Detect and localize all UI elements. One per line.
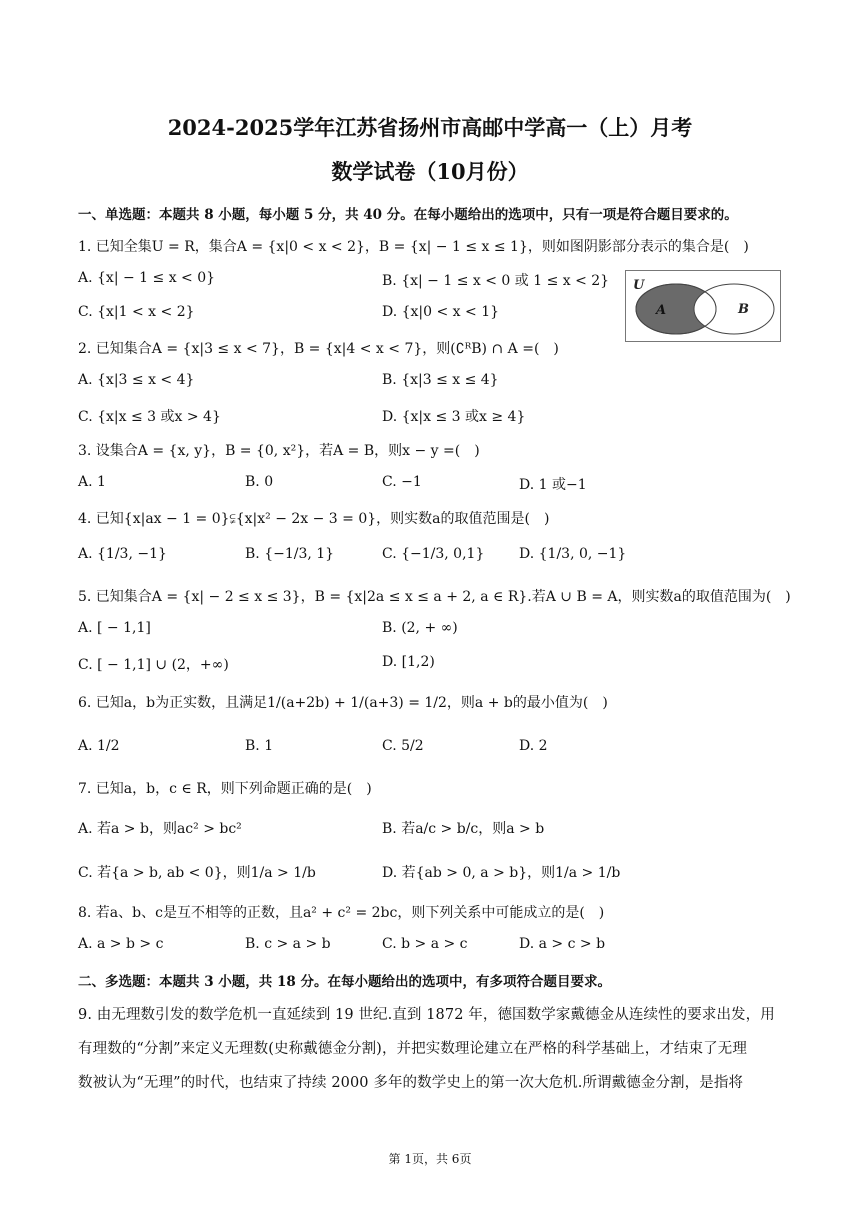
question-5-stem: 5. 已知集合A = {x| − 2 ≤ x ≤ 3}，B = {x|2a ≤ x ≤ a + 2, a ∈ R}.若A ∪ B = A，则实数a的取值范围为( ) xyxy=(78,589,791,605)
question-8-option-c: C. b > a > c xyxy=(382,936,468,952)
question-2-option-d: D. {x|x ≤ 3 或x ≥ 4} xyxy=(382,409,526,425)
question-8-option-b: B. c > a > b xyxy=(245,936,331,952)
question-7-option-a: A. 若a > b，则ac² > bc² xyxy=(78,821,242,837)
question-6-option-b: B. 1 xyxy=(245,738,274,754)
question-7-option-d: D. 若{ab > 0, a > b}，则1/a > 1/b xyxy=(382,865,621,881)
question-1-option-c: C. {x|1 < x < 2} xyxy=(78,304,195,320)
question-1-option-a: A. {x| − 1 ≤ x < 0} xyxy=(78,270,216,286)
question-4-option-a: A. {1/3, −1} xyxy=(78,546,167,562)
question-6-option-c: C. 5/2 xyxy=(382,738,424,754)
question-2-option-c: C. {x|x ≤ 3 或x > 4} xyxy=(78,409,221,425)
question-1-option-d: D. {x|0 < x < 1} xyxy=(382,304,500,320)
question-2-option-a: A. {x|3 ≤ x < 4} xyxy=(78,372,195,388)
page-footer: 第 1页，共 6页 xyxy=(388,1152,472,1166)
question-3-option-d: D. 1 或−1 xyxy=(519,477,587,493)
venn-diagram xyxy=(625,270,781,342)
question-4-stem: 4. 已知{x|ax − 1 = 0}⫋{x|x² − 2x − 3 = 0}，则实数a的取值范围是( ) xyxy=(78,511,550,527)
question-8-option-d: D. a > c > b xyxy=(519,936,606,952)
question-7-stem: 7. 已知a，b，c ∈ R，则下列命题正确的是( ) xyxy=(78,781,372,797)
question-5-option-b: B. (2, + ∞) xyxy=(382,620,458,636)
question-2-option-b: B. {x|3 ≤ x ≤ 4} xyxy=(382,372,499,388)
venn-label-u: U xyxy=(633,278,645,293)
question-4-option-b: B. {−1/3, 1} xyxy=(245,546,335,562)
question-6-option-a: A. 1/2 xyxy=(78,738,120,754)
question-4-option-d: D. {1/3, 0, −1} xyxy=(519,546,627,562)
question-8-option-a: A. a > b > c xyxy=(78,936,164,952)
question-2-stem: 2. 已知集合A = {x|3 ≤ x < 7}，B = {x|4 < x < 7}，则(∁ᴿB) ∩ A =( ) xyxy=(78,341,559,357)
question-5-option-d: D. [1,2) xyxy=(382,654,435,670)
section-heading-single-choice: 一、单选题：本题共 8 小题，每小题 5 分，共 40 分。在每小题给出的选项中，只有一项是符合题目要求的。 xyxy=(78,207,738,223)
venn-label-b: B xyxy=(738,302,749,317)
question-3-stem: 3. 设集合A = {x, y}，B = {0, x²}，若A = B，则x − y =( ) xyxy=(78,443,480,459)
question-4-option-c: C. {−1/3, 0,1} xyxy=(382,546,485,562)
question-3-option-a: A. 1 xyxy=(78,474,106,490)
question-3-option-b: B. 0 xyxy=(245,474,274,490)
question-7-option-b: B. 若a/c > b/c，则a > b xyxy=(382,821,545,837)
page-title: 2024-2025学年江苏省扬州市高邮中学高一（上）月考 xyxy=(167,115,693,140)
question-3-option-c: C. −1 xyxy=(382,474,422,490)
question-5-option-a: A. [ − 1,1] xyxy=(78,620,151,636)
question-9-line-1: 9. 由无理数引发的数学危机一直延续到 19 世纪.直到 1872 年，德国数学家戴德金从连续性的要求出发，用 xyxy=(78,1007,775,1023)
question-6-option-d: D. 2 xyxy=(519,738,548,754)
question-7-option-c: C. 若{a > b, ab < 0}，则1/a > 1/b xyxy=(78,865,316,881)
question-8-stem: 8. 若a、b、c是互不相等的正数，且a² + c² = 2bc，则下列关系中可能成立的是( ) xyxy=(78,905,605,921)
question-5-option-c: C. [ − 1,1] ∪ (2，+∞) xyxy=(78,657,229,673)
question-6-stem: 6. 已知a，b为正实数，且满足1/(a+2b) + 1/(a+3) = 1/2，则a + b的最小值为( ) xyxy=(78,695,608,711)
question-9-line-3: 数被认为“无理”的时代，也结束了持续 2000 多年的数学史上的第一次大危机.所谓戴德金分割，是指将 xyxy=(78,1075,744,1091)
question-1-option-b: B. {x| − 1 ≤ x < 0 或 1 ≤ x < 2} xyxy=(382,273,610,289)
venn-svg xyxy=(626,271,779,340)
question-1-stem: 1. 已知全集U = R，集合A = {x|0 < x < 2}，B = {x| − 1 ≤ x ≤ 1}，则如图阴影部分表示的集合是( ) xyxy=(78,239,749,255)
venn-label-a: A xyxy=(656,303,667,318)
page-subtitle: 数学试卷（10月份） xyxy=(331,159,529,184)
question-9-line-2: 有理数的“分割”来定义无理数(史称戴德金分割)，并把实数理论建立在严格的科学基础上，才结束了无理 xyxy=(78,1041,747,1057)
section-heading-multiple-choice: 二、多选题：本题共 3 小题，共 18 分。在每小题给出的选项中，有多项符合题目要求。 xyxy=(78,974,611,990)
